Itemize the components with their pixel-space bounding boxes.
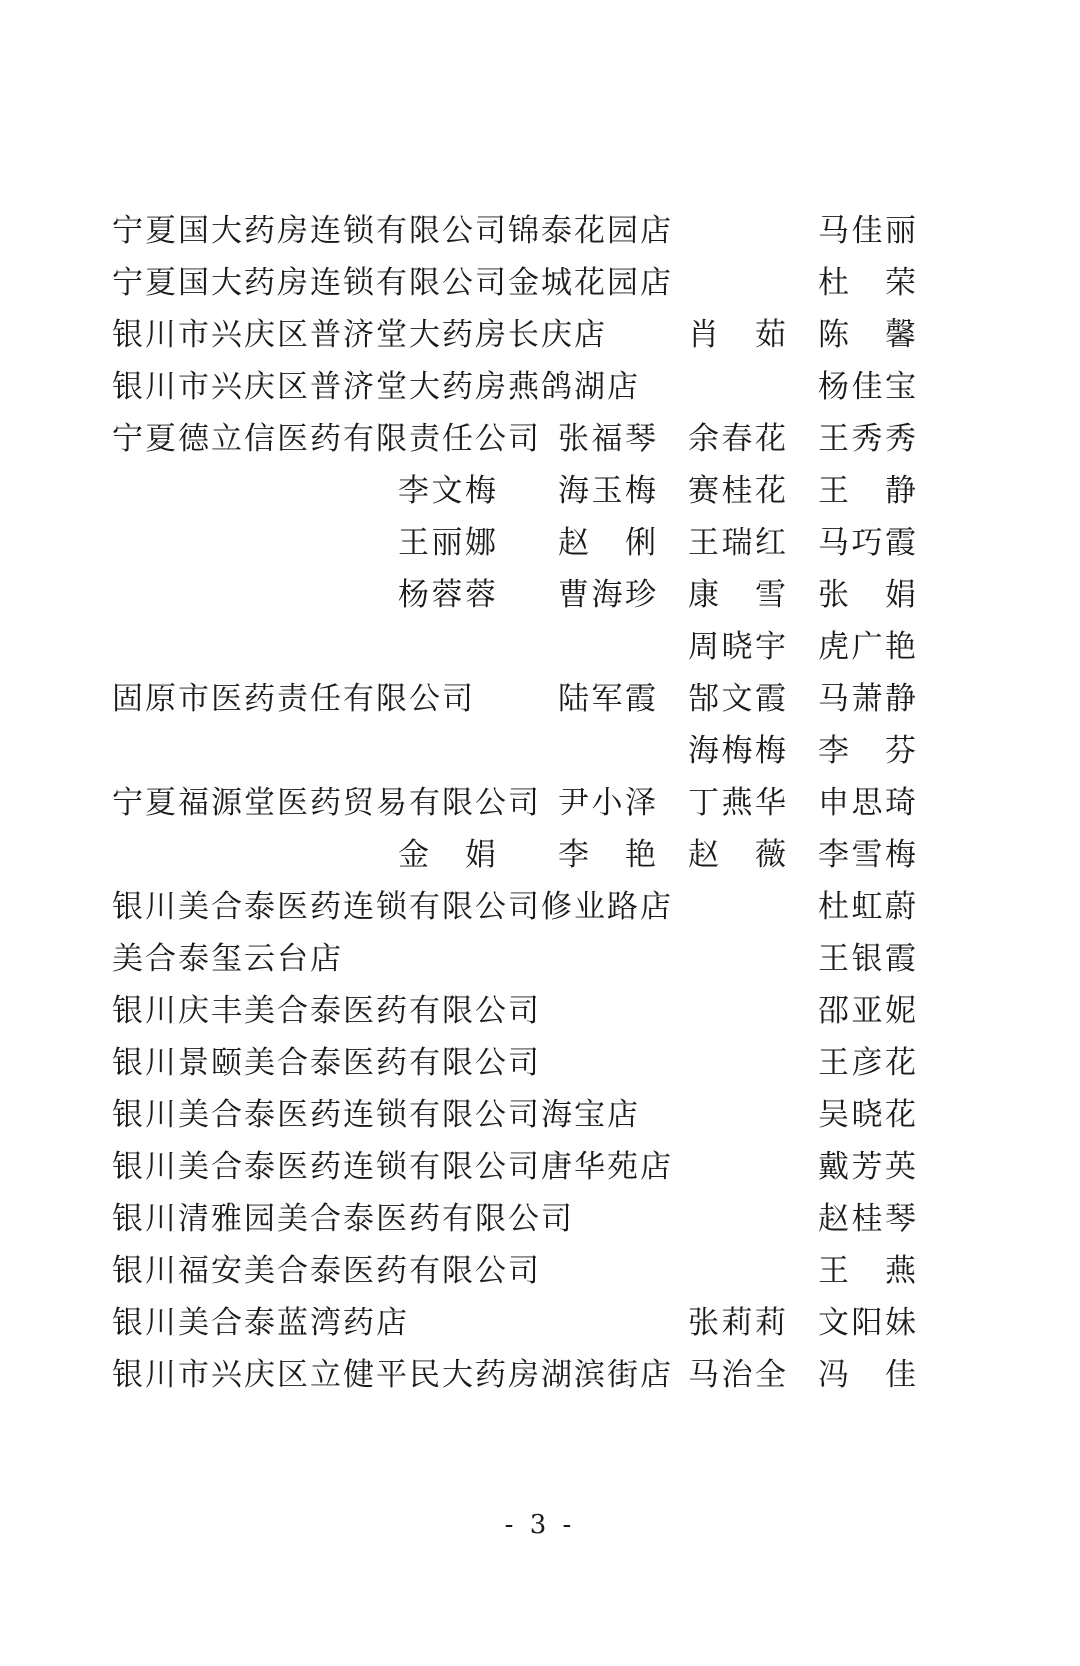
person-name: 杜 荣 bbox=[818, 265, 918, 301]
person-name: 周晓宇 bbox=[688, 629, 788, 665]
list-item bbox=[0, 1299, 1080, 1347]
list-item bbox=[0, 883, 1080, 931]
list-item bbox=[0, 675, 1080, 723]
organization-name: 银川景颐美合泰医药有限公司 bbox=[112, 1045, 541, 1081]
person-name: 王银霞 bbox=[818, 941, 918, 977]
list-item bbox=[0, 779, 1080, 827]
list-item bbox=[0, 1143, 1080, 1191]
person-name: 马巧霞 bbox=[818, 525, 918, 561]
person-name: 海玉梅 bbox=[558, 473, 658, 509]
person-name: 王丽娜 bbox=[398, 525, 498, 561]
list-item bbox=[0, 311, 1080, 359]
person-name: 肖 茹 bbox=[688, 317, 788, 353]
list-item bbox=[0, 831, 1080, 879]
person-name: 杨蓉蓉 bbox=[398, 577, 498, 613]
organization-name: 宁夏德立信医药有限责任公司 bbox=[112, 421, 541, 457]
organization-name: 美合泰玺云台店 bbox=[112, 941, 343, 977]
person-name: 虎广艳 bbox=[818, 629, 918, 665]
organization-name: 银川美合泰医药连锁有限公司海宝店 bbox=[112, 1097, 640, 1133]
person-name: 陈 馨 bbox=[818, 317, 918, 353]
person-name: 尹小泽 bbox=[558, 785, 658, 821]
person-name: 赵桂琴 bbox=[818, 1201, 918, 1237]
person-name: 王秀秀 bbox=[818, 421, 918, 457]
person-name: 曹海珍 bbox=[558, 577, 658, 613]
person-name: 王 静 bbox=[818, 473, 918, 509]
list-item bbox=[0, 623, 1080, 671]
person-name: 张莉莉 bbox=[688, 1305, 788, 1341]
list-item bbox=[0, 467, 1080, 515]
person-name: 杜虹蔚 bbox=[818, 889, 918, 925]
person-name: 李 艳 bbox=[558, 837, 658, 873]
organization-name: 宁夏国大药房连锁有限公司锦泰花园店 bbox=[112, 213, 673, 249]
person-name: 马萧静 bbox=[818, 681, 918, 717]
person-name: 戴芳英 bbox=[818, 1149, 918, 1185]
person-name: 张 娟 bbox=[818, 577, 918, 613]
person-name: 杨佳宝 bbox=[818, 369, 918, 405]
list-item bbox=[0, 363, 1080, 411]
list-item bbox=[0, 1091, 1080, 1139]
person-name: 陆军霞 bbox=[558, 681, 658, 717]
list-item bbox=[0, 519, 1080, 567]
person-name: 马治全 bbox=[688, 1357, 788, 1393]
list-item bbox=[0, 727, 1080, 775]
person-name: 赵 薇 bbox=[688, 837, 788, 873]
list-item bbox=[0, 259, 1080, 307]
list-item bbox=[0, 987, 1080, 1035]
list-item bbox=[0, 1039, 1080, 1087]
organization-name: 银川清雅园美合泰医药有限公司 bbox=[112, 1201, 574, 1237]
person-name: 王瑞红 bbox=[688, 525, 788, 561]
person-name: 张福琴 bbox=[558, 421, 658, 457]
list-item bbox=[0, 1351, 1080, 1399]
organization-name: 银川美合泰医药连锁有限公司修业路店 bbox=[112, 889, 673, 925]
person-name: 马佳丽 bbox=[818, 213, 918, 249]
person-name: 吴晓花 bbox=[818, 1097, 918, 1133]
organization-name: 固原市医药责任有限公司 bbox=[112, 681, 475, 717]
person-name: 李雪梅 bbox=[818, 837, 918, 873]
person-name: 海梅梅 bbox=[688, 733, 788, 769]
person-name: 王 燕 bbox=[818, 1253, 918, 1289]
list-item bbox=[0, 415, 1080, 463]
person-name: 赵 俐 bbox=[558, 525, 658, 561]
person-name: 金 娟 bbox=[398, 837, 498, 873]
person-name: 郜文霞 bbox=[688, 681, 788, 717]
page-number: - 3 - bbox=[504, 1510, 576, 1540]
person-name: 申思琦 bbox=[818, 785, 918, 821]
person-name: 丁燕华 bbox=[688, 785, 788, 821]
list-item bbox=[0, 1247, 1080, 1295]
list-item bbox=[0, 207, 1080, 255]
person-name: 李文梅 bbox=[398, 473, 498, 509]
list-item bbox=[0, 571, 1080, 619]
person-name: 康 雪 bbox=[688, 577, 788, 613]
organization-name: 银川美合泰蓝湾药店 bbox=[112, 1305, 409, 1341]
person-name: 邵亚妮 bbox=[818, 993, 918, 1029]
organization-name: 宁夏国大药房连锁有限公司金城花园店 bbox=[112, 265, 673, 301]
person-name: 赛桂花 bbox=[688, 473, 788, 509]
organization-name: 银川市兴庆区普济堂大药房燕鸽湖店 bbox=[112, 369, 640, 405]
organization-name: 宁夏福源堂医药贸易有限公司 bbox=[112, 785, 541, 821]
list-item bbox=[0, 1195, 1080, 1243]
person-name: 余春花 bbox=[688, 421, 788, 457]
organization-name: 银川庆丰美合泰医药有限公司 bbox=[112, 993, 541, 1029]
person-name: 李 芬 bbox=[818, 733, 918, 769]
organization-name: 银川福安美合泰医药有限公司 bbox=[112, 1253, 541, 1289]
organization-name: 银川市兴庆区普济堂大药房长庆店 bbox=[112, 317, 607, 353]
person-name: 冯 佳 bbox=[818, 1357, 918, 1393]
organization-name: 银川美合泰医药连锁有限公司唐华苑店 bbox=[112, 1149, 673, 1185]
person-name: 文阳妹 bbox=[818, 1305, 918, 1341]
organization-name: 银川市兴庆区立健平民大药房湖滨街店 bbox=[112, 1357, 673, 1393]
person-name: 王彦花 bbox=[818, 1045, 918, 1081]
list-item bbox=[0, 935, 1080, 983]
